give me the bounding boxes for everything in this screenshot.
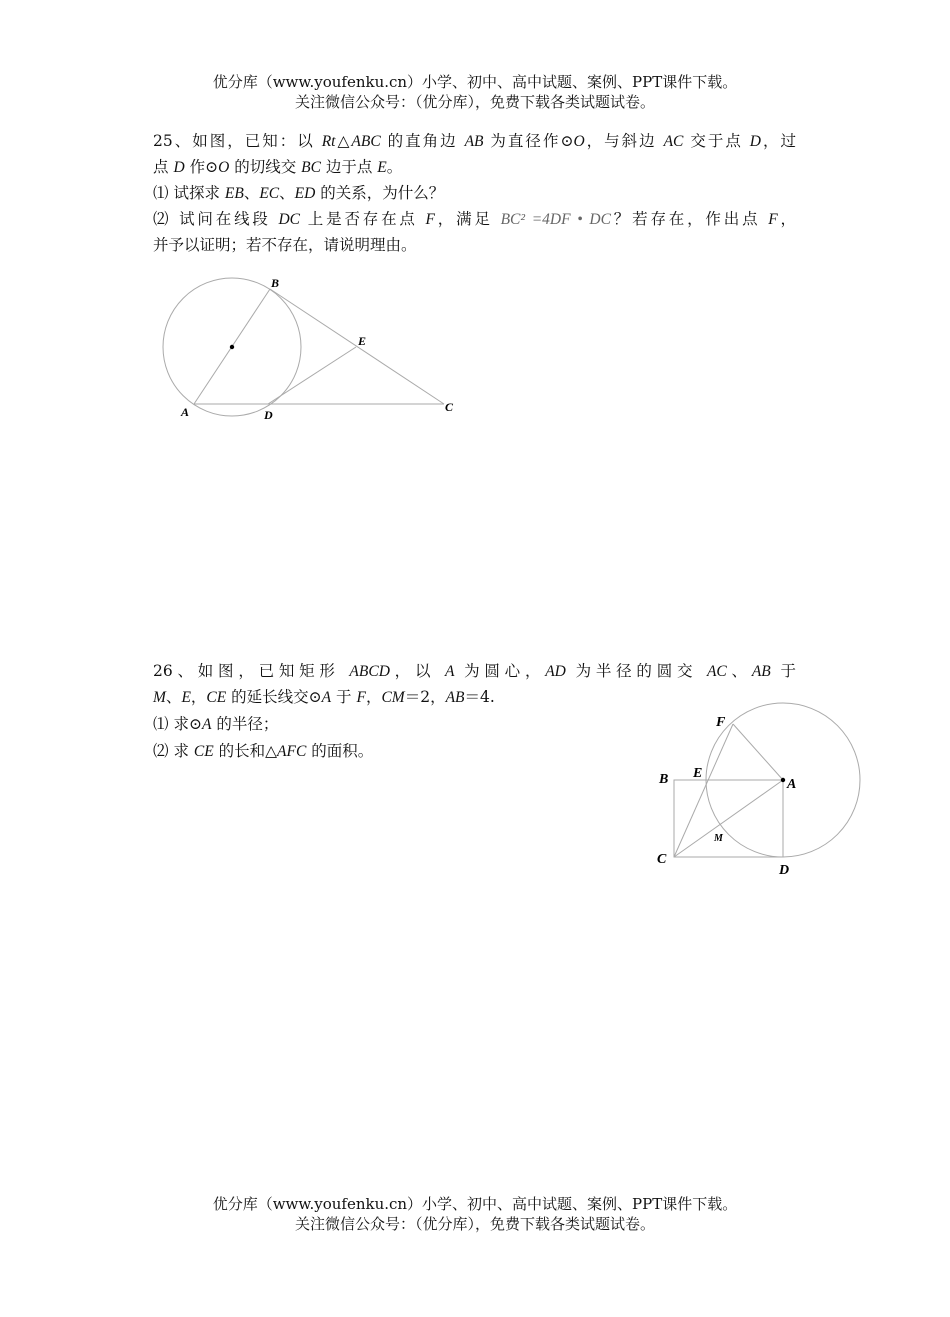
page-footer <box>0 1194 950 1234</box>
label-m: M <box>714 833 723 844</box>
q26-figure <box>650 700 865 882</box>
label-f: F <box>716 715 726 730</box>
segment-de <box>268 347 356 404</box>
label-c: C <box>657 852 667 867</box>
center-dot <box>230 345 234 349</box>
label-e: E <box>693 766 703 781</box>
label-b: B <box>271 276 280 290</box>
q26-line-2: M、E，CE 的延长线交⊙A 于 F，CM＝2，AB＝4. <box>153 688 495 706</box>
label-a: A <box>181 405 190 419</box>
q26-line-1: 26、如图，已知矩形 ABCD，以 A 为圆心，AD 为半径的圆交 AC、AB 于 <box>153 662 796 680</box>
segment-fa <box>733 724 783 780</box>
q26-part-2: ⑵ 求 CE 的长和△AFC 的面积。 <box>153 742 374 760</box>
label-a: A <box>787 777 797 792</box>
segment-ca <box>674 780 783 857</box>
q26-part-1: ⑴ 求⊙A 的半径； <box>153 715 279 733</box>
segment-cf <box>674 724 733 857</box>
footer-line-1: 优分库（www.youfenku.cn）小学、初中、高中试题、案例、PPT课件下载。 <box>212 1195 738 1213</box>
q25-line-2: 点 D 作⊙O 的切线交 BC 边于点 E。 <box>153 158 403 176</box>
q25-line-1: 25、如图，已知：以 Rt△ABC 的直角边 AB 为直径作⊙O，与斜边 AC 交于点 D，过 <box>153 132 796 150</box>
q25-part-2: ⑵ 试问在线段 DC 上是否存在点 F，满足 BC² =4DF • DC？若存在，作出点 F， <box>153 210 796 228</box>
label-c: C <box>445 400 454 414</box>
header-line-2: 关注微信公众号：（优分库），免费下载各类试题试卷。 <box>294 93 655 111</box>
label-b: B <box>659 772 669 787</box>
footer-line-2: 关注微信公众号：（优分库），免费下载各类试题试卷。 <box>294 1215 655 1233</box>
label-d: D <box>779 863 790 878</box>
center-dot-a <box>781 778 785 782</box>
segment-bc <box>270 289 444 404</box>
q25-figure <box>155 270 465 425</box>
label-e: E <box>358 334 367 348</box>
formula: BC² =4DF • DC <box>500 211 611 228</box>
q25-part-2b: 并予以证明；若不存在，请说明理由。 <box>153 236 417 254</box>
label-d: D <box>264 408 273 422</box>
q25-part-1: ⑴ 试探求 EB、EC、ED 的关系，为什么？ <box>153 184 445 202</box>
page-header <box>0 72 950 112</box>
header-line-1: 优分库（www.youfenku.cn）小学、初中、高中试题、案例、PPT课件下载。 <box>212 73 738 91</box>
